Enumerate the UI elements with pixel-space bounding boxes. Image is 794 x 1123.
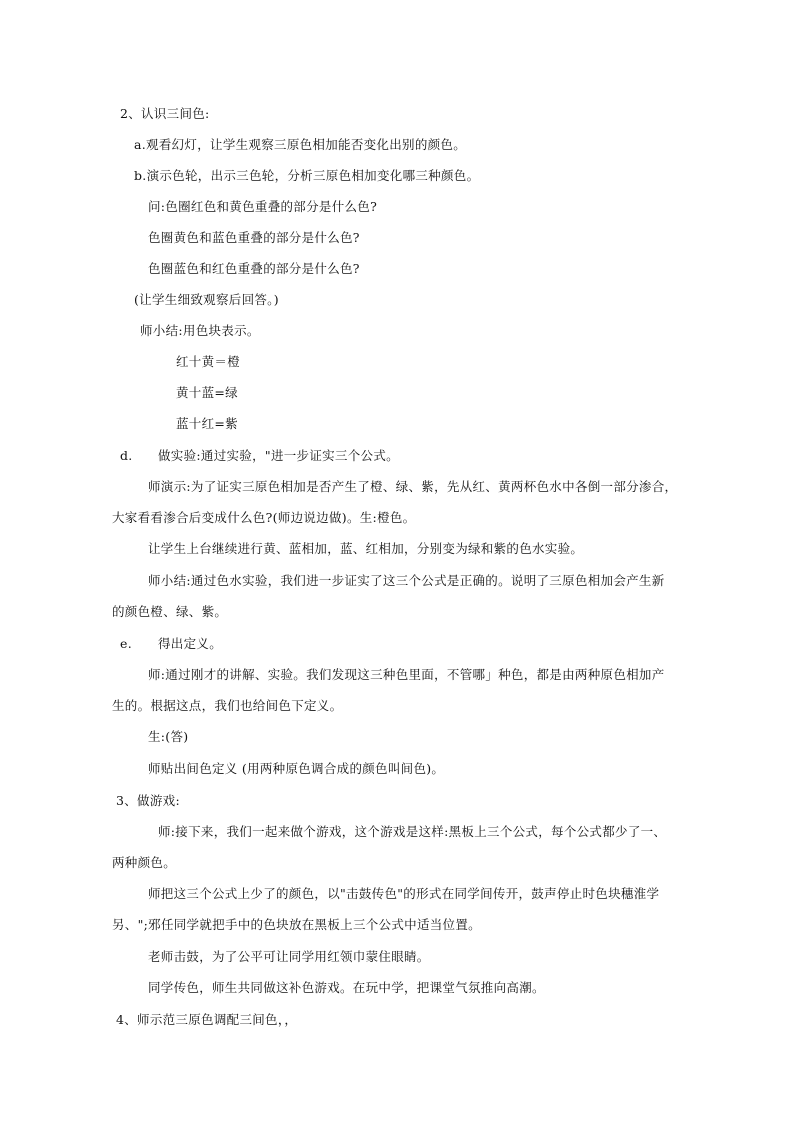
teacher-summary-2-line-1: 师小结:通过色水实验，我们进一步证实了这三个公式是正确的。说明了三原色相加会产生新 <box>148 573 665 588</box>
game-rules-line-2: 另、";邪任同学就把手中的色块放在黑板上三个公式中适当位置。 <box>112 917 481 932</box>
item-e-text: 得出定义。 <box>158 636 223 651</box>
definition-posted: 师贴出间色定义 (用两种原色调合成的颜色叫间色)。 <box>148 761 445 776</box>
teacher-summary-1: 师小结:用色块表示。 <box>140 323 260 338</box>
teacher-drum: 老师击鼓，为了公平可让同学用红领巾蒙住眼睛。 <box>148 949 430 964</box>
game-intro-line-1: 师:接下来，我们一起来做个游戏，这个游戏是这样:黑板上三个公式，每个公式都少了一、 <box>158 824 667 839</box>
paragraph-a: a.观看幻灯，让学生观察三原色相加能否变化出别的颜色。 <box>134 137 467 152</box>
question-3: 色圈蓝色和红色重叠的部分是什么色? <box>148 261 360 276</box>
teacher-demo-line-1: 师演示:为了证实三原色相加是否产生了橙、绿、紫，先从红、黄两杯色水中各倒一部分渗合， <box>148 479 678 494</box>
question-2: 色圈黄色和蓝色重叠的部分是什么色? <box>148 230 360 245</box>
student-experiment: 让学生上台继续进行黄、蓝相加，蓝、红相加，分别变为绿和紫的色水实验。 <box>148 541 584 556</box>
heading-4: 4、师示范三原色调配三间色，， <box>116 1012 298 1027</box>
paragraph-b: b.演示色轮，出示三色轮，分析三原色相加变化哪三种颜色。 <box>134 168 480 183</box>
heading-2: 2、认识三间色: <box>120 106 210 121</box>
heading-3: 3、做游戏: <box>116 793 180 808</box>
teacher-definition-line-1: 师:通过刚才的讲解、实验。我们发现这三种色里面，不管哪」种色，都是由两种原色相加产 <box>148 667 665 682</box>
game-rules-line-1: 师把这三个公式上少了的颜色，以"击鼓传色"的形式在同学间传开，鼓声停止时色块穗淮学 <box>148 886 660 901</box>
game-intro-line-2: 两种颜色。 <box>112 855 177 870</box>
teacher-summary-2-line-2: 的颜色橙、绿、紫。 <box>112 604 228 619</box>
teacher-demo-line-2: 大家看看渗合后变成什么色?(师边说边做)。生:橙色。 <box>112 510 416 525</box>
formula-2: 黄十蓝=绿 <box>176 385 238 400</box>
instruction-observe: (让学生细致观察后回答。) <box>134 292 279 307</box>
question-1: 问:色圈红色和黄色重叠的部分是什么色? <box>148 199 378 214</box>
students-pass-color: 同学传色，师生共同做这补色游戏。在玩中学，把课堂气氛推向高潮。 <box>148 980 545 995</box>
formula-3: 蓝十红=紫 <box>176 416 238 431</box>
item-d-marker: d. <box>120 448 133 463</box>
item-d-text: 做实验:通过实验，"进一步证实三个公式。 <box>158 448 399 463</box>
formula-1: 红十黄＝橙 <box>176 354 241 369</box>
student-answer: 生:(答) <box>148 729 189 744</box>
item-e-marker: e. <box>120 636 132 651</box>
teacher-definition-line-2: 生的。根据这点，我们也给间色下定义。 <box>112 698 343 713</box>
